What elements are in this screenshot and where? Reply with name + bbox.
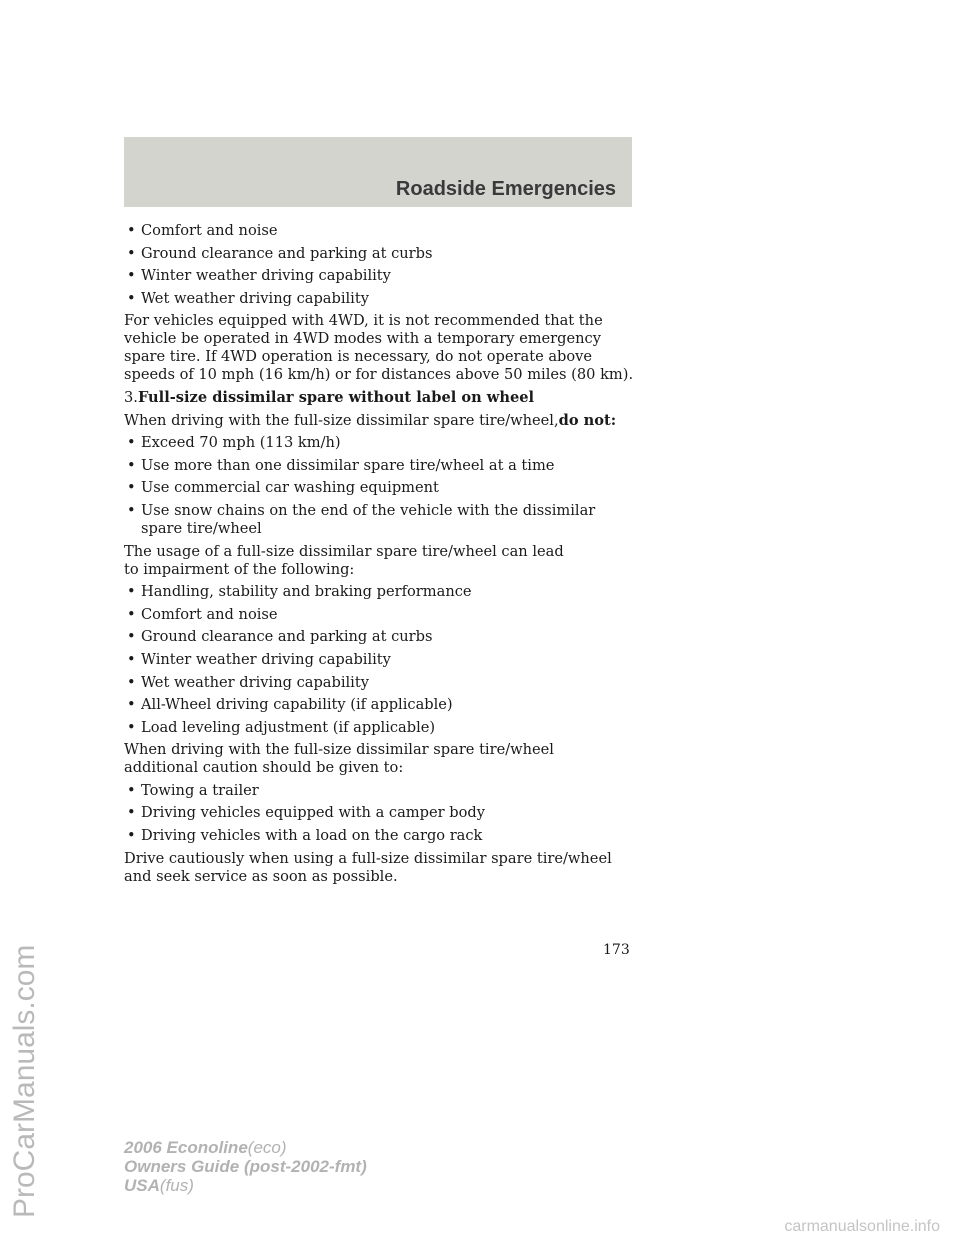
paragraph-4wd: For vehicles equipped with 4WD, it is not recommended that the vehicle be operated in 4WD modes with a temporary emergency spare tire. If 4WD operation is necessary, do not operate above speeds of 10 mph (16 km/h) or for distances above 50 miles (80 km). bbox=[124, 312, 634, 384]
list-item: • Comfort and noise bbox=[127, 605, 278, 623]
list-item-text: All-Wheel driving capability (if applicable) bbox=[141, 696, 453, 714]
driving-intro bbox=[124, 412, 644, 430]
list-item-text: Comfort and noise bbox=[141, 605, 278, 623]
list-item: • Winter weather driving capability bbox=[127, 650, 391, 668]
footer-line-3 bbox=[124, 1176, 367, 1195]
list-item-text: Wet weather driving capability bbox=[141, 289, 369, 307]
list-item-text: Ground clearance and parking at curbs bbox=[141, 244, 433, 262]
item-3-number: 3. bbox=[124, 388, 138, 406]
list-item-text: Use more than one dissimilar spare tire/wheel at a time bbox=[141, 456, 555, 474]
list-item-text: Driving vehicles equipped with a camper body bbox=[141, 804, 485, 822]
list-item: • All-Wheel driving capability (if applicable) bbox=[127, 696, 453, 714]
list-item: • Comfort and noise bbox=[127, 222, 278, 239]
list-item-text: Towing a trailer bbox=[141, 781, 259, 799]
list-item: • Winter weather driving capability bbox=[127, 267, 391, 285]
document-footer bbox=[124, 1138, 367, 1195]
page-content bbox=[124, 222, 644, 890]
bottom-watermark: carmanualsonline.info bbox=[784, 1218, 940, 1235]
driving-intro-text: When driving with the full-size dissimilar spare tire/wheel, bbox=[124, 411, 559, 429]
list-item: • Driving vehicles with a load on the cargo rack bbox=[127, 827, 483, 845]
list-item: • Load leveling adjustment (if applicable) bbox=[127, 718, 436, 736]
item-3-heading bbox=[124, 389, 644, 407]
footer-region: USA bbox=[124, 1176, 160, 1195]
list-item: • Use snow chains on the end of the vehicle with the dissimilar spare tire/wheel bbox=[127, 501, 596, 537]
list-item-text: Winter weather driving capability bbox=[141, 267, 391, 285]
footer-line-1 bbox=[124, 1138, 367, 1157]
list-item-text: Driving vehicles with a load on the cargo rack bbox=[141, 827, 483, 845]
list-item: • Towing a trailer bbox=[127, 781, 259, 799]
list-item: • Wet weather driving capability bbox=[127, 673, 369, 691]
paragraph-final: Drive cautiously when using a full-size dissimilar spare tire/wheel and seek service as soon as possible. bbox=[124, 849, 612, 885]
footer-model-code: (eco) bbox=[247, 1138, 287, 1157]
section-header bbox=[124, 137, 632, 207]
item-3-title: Full-size dissimilar spare without label on wheel bbox=[137, 388, 535, 406]
page-number: 173 bbox=[603, 942, 630, 958]
list-item: • Ground clearance and parking at curbs bbox=[127, 244, 433, 262]
paragraph-usage: The usage of a full-size dissimilar spare tire/wheel can lead to impairment of the following: bbox=[124, 542, 564, 578]
footer-model: 2006 Econoline bbox=[124, 1138, 248, 1157]
list-item-text: Winter weather driving capability bbox=[141, 650, 391, 668]
footer-line-2: Owners Guide (post-2002-fmt) bbox=[124, 1157, 367, 1176]
list-item: • Use more than one dissimilar spare tire/wheel at a time bbox=[127, 456, 555, 474]
list-item: • Ground clearance and parking at curbs bbox=[127, 628, 433, 646]
list-item-text: Exceed 70 mph (113 km/h) bbox=[141, 434, 341, 452]
section-title: Roadside Emergencies bbox=[395, 178, 616, 200]
list-item-text: Load leveling adjustment (if applicable) bbox=[141, 718, 436, 736]
list-item: • Use commercial car washing equipment bbox=[127, 479, 439, 497]
list-item-text: Ground clearance and parking at curbs bbox=[141, 628, 433, 646]
list-item-text: Handling, stability and braking performance bbox=[141, 583, 472, 601]
footer-region-code: (fus) bbox=[159, 1176, 194, 1195]
list-item-text: Wet weather driving capability bbox=[141, 673, 369, 691]
list-item: • Wet weather driving capability bbox=[127, 289, 369, 307]
list-item-text: Comfort and noise bbox=[141, 222, 278, 239]
list-item: • Driving vehicles equipped with a camper body bbox=[127, 804, 485, 822]
list-item: • Exceed 70 mph (113 km/h) bbox=[127, 434, 341, 452]
side-watermark: ProCarManuals.com bbox=[8, 944, 41, 1218]
list-item-text: Use snow chains on the end of the vehicle with the dissimilar spare tire/wheel bbox=[141, 501, 596, 537]
list-item: • Handling, stability and braking performance bbox=[127, 583, 472, 601]
list-item-text: Use commercial car washing equipment bbox=[141, 479, 439, 497]
paragraph-caution: When driving with the full-size dissimilar spare tire/wheel additional caution should be given to: bbox=[124, 741, 554, 777]
driving-intro-bold: do not: bbox=[558, 411, 617, 429]
